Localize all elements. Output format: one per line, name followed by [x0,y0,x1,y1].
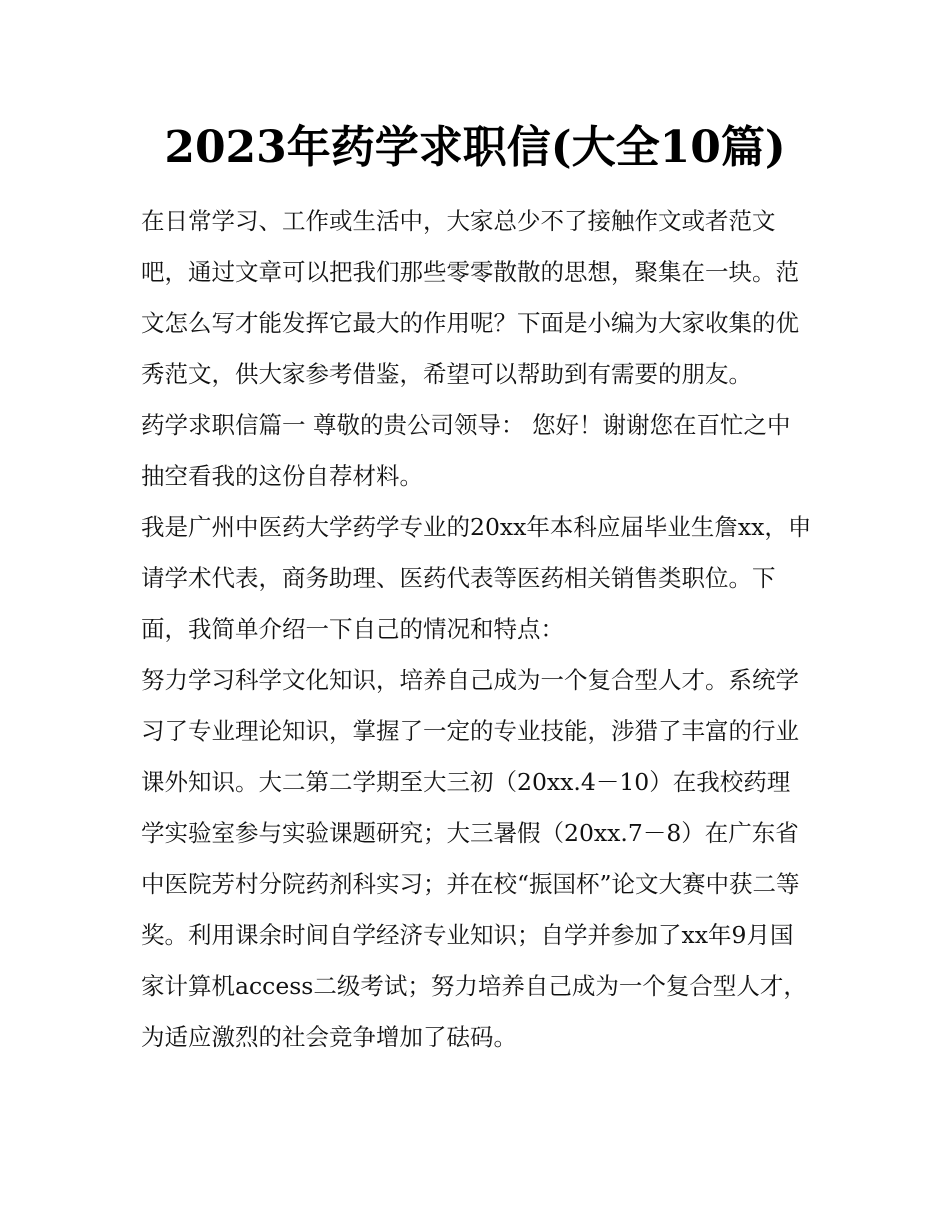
paragraph-self-introduction: 我是广州中医药大学药学专业的20xx年本科应届毕业生詹xx，申请学术代表，商务助理、医药代表等医药相关销售类职位。下面，我简单介绍一下自己的情况和特点： [141,513,812,643]
paragraph-greeting: 药学求职信篇一 尊敬的贵公司领导： 您好！谢谢您在百忙之中抽空看我的这份自荐材料。 [141,411,791,490]
paragraph-study-experience: 努力学习科学文化知识，培养自己成为一个复合型人才。系统学习了专业理论知识，掌握了一定的专业技能，涉猎了丰富的行业课外知识。大二第二学期至大三初（20xx.4－10）在我校药理学实验室参与实验课题研究；大三暑假（20xx.7－8）在广东省中医院芳村分院药剂科实习；并在校“振国杯”论文大赛中获二等奖。利用课余时间自学经济专业知识；自学并参加了xx年9月国家计算机access二级考试；努力培养自己成为一个复合型人才，为适应激烈的社会竞争增加了砝码。 [141,666,807,1051]
document-body [141,196,813,1063]
paragraph-intro: 在日常学习、工作或生活中，大家总少不了接触作文或者范文吧，通过文章可以把我们那些零零散散的思想，聚集在一块。范文怎么写才能发挥它最大的作用呢？下面是小编为大家收集的优秀范文，供大家参考借鉴，希望可以帮助到有需要的朋友。 [141,207,799,388]
document-title: 2023年药学求职信(大全10篇) [164,122,786,173]
